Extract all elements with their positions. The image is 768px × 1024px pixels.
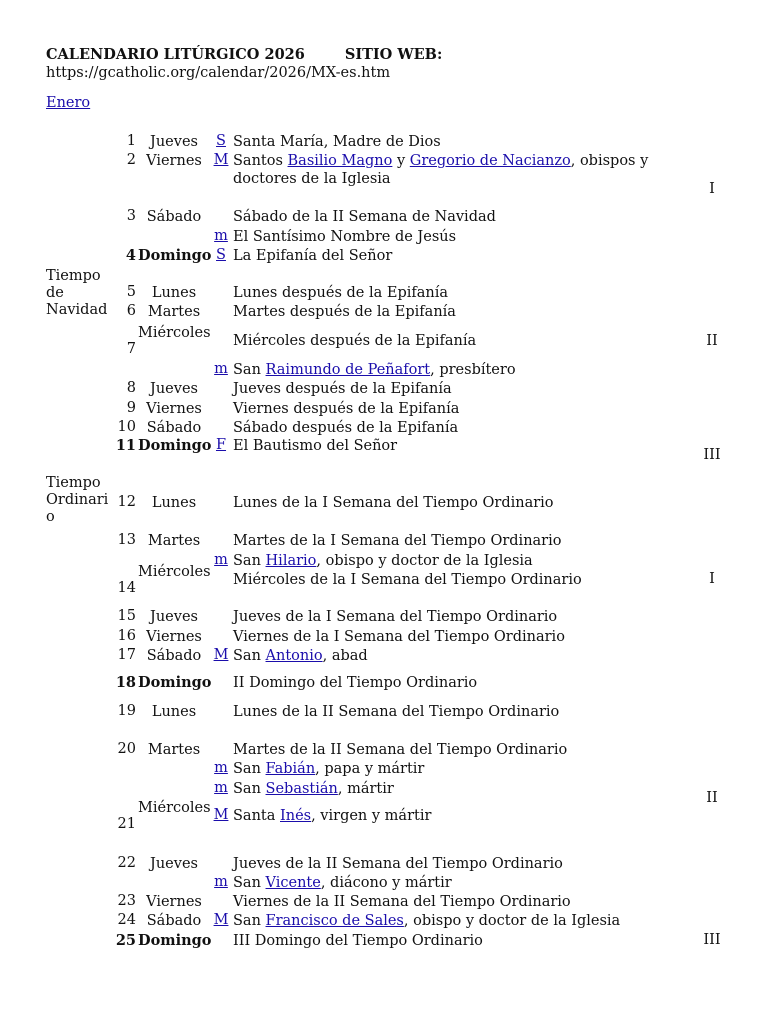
rank-code-link[interactable]: M — [213, 152, 229, 168]
celebration-text: Jueves después de la Epifanía — [233, 381, 452, 397]
season-navidad — [46, 268, 107, 319]
site-url: https://gcatholic.org/calendar/2026/MX-es.htm — [46, 65, 391, 81]
saint-link[interactable]: Hilario — [265, 553, 317, 569]
day-number: 15 — [117, 608, 136, 624]
weekday: Lunes — [151, 285, 197, 301]
weekday: Sábado — [146, 209, 202, 225]
celebration-text: Viernes de la I Semana del Tiempo Ordinario — [233, 629, 565, 645]
celebration — [233, 361, 653, 379]
celebration — [233, 152, 653, 188]
celebration-text: Miércoles de la I Semana del Tiempo Ordinario — [233, 572, 582, 588]
week-marker: III — [703, 447, 721, 463]
celebration — [233, 208, 653, 226]
celebration-text: , diácono y mártir — [320, 875, 452, 891]
celebration-text: El Bautismo del Señor — [233, 438, 398, 454]
celebration — [233, 674, 653, 692]
saint-link[interactable]: Francisco de Sales — [265, 913, 404, 929]
rank-code-link[interactable]: m — [214, 361, 228, 377]
celebration-text: II Domingo del Tiempo Ordinario — [233, 675, 478, 691]
weekday: Miércoles — [138, 800, 211, 816]
day-number: 1 — [126, 133, 136, 149]
celebration-text: Martes de la II Semana del Tiempo Ordinario — [233, 742, 568, 758]
weekday: Domingo — [138, 932, 212, 949]
rank-code-link[interactable]: F — [215, 437, 227, 453]
celebration — [233, 807, 653, 825]
rank-code-link[interactable]: m — [214, 760, 228, 776]
saint-link[interactable]: Inés — [280, 808, 312, 824]
celebration — [233, 133, 653, 151]
saint-link[interactable]: Vicente — [265, 875, 321, 891]
celebration — [233, 703, 653, 721]
celebration-text: Santa María, Madre de Dios — [233, 134, 441, 150]
season-line: o — [46, 509, 55, 525]
day-number: 21 — [117, 816, 136, 832]
rank-code-link[interactable]: M — [213, 647, 229, 663]
celebration-text: San — [233, 781, 266, 797]
season-line: Tiempo — [46, 475, 101, 491]
celebration-text: Lunes de la I Semana del Tiempo Ordinario — [233, 495, 554, 511]
celebration-text: , obispo y doctor de la Iglesia — [403, 913, 621, 929]
celebration — [233, 912, 653, 930]
weekday: Jueves — [150, 856, 198, 872]
rank-code-link[interactable]: m — [214, 874, 228, 890]
day-number: 10 — [117, 419, 136, 435]
day-number: 9 — [126, 400, 136, 416]
day-number: 3 — [126, 208, 136, 224]
celebration-text: III Domingo del Tiempo Ordinario — [233, 933, 483, 949]
celebration — [233, 494, 653, 512]
weekday: Sábado — [146, 648, 202, 664]
rank-code-link[interactable]: S — [216, 247, 226, 263]
weekday: Viernes — [146, 401, 202, 417]
celebration-text: La Epifanía del Señor — [233, 248, 393, 264]
celebration-text: Miércoles después de la Epifanía — [233, 333, 477, 349]
title-text: CALENDARIO LITÚRGICO 2026 — [46, 46, 305, 63]
celebration-text: Santos — [233, 153, 288, 169]
celebration — [233, 571, 653, 589]
day-number: 17 — [117, 647, 136, 663]
day-number: 14 — [117, 580, 136, 596]
weekday: Lunes — [151, 704, 197, 720]
celebration-text: Sábado de la II Semana de Navidad — [233, 209, 496, 225]
weekday: Domingo — [138, 674, 212, 691]
weekday: Miércoles — [138, 325, 211, 341]
celebration-text: San — [233, 553, 266, 569]
celebration-text: Sábado después de la Epifanía — [233, 420, 459, 436]
celebration — [233, 760, 653, 778]
celebration-text: El Santísimo Nombre de Jesús — [233, 229, 457, 245]
saint-link[interactable]: Raimundo de Peñafort — [265, 362, 431, 378]
day-number: 11 — [115, 437, 136, 454]
season-ordinario — [46, 475, 108, 526]
saint-link[interactable]: Antonio — [265, 648, 323, 664]
celebration-text: San — [233, 761, 266, 777]
rank-code-link[interactable]: S — [216, 133, 226, 149]
celebration-text: Lunes de la II Semana del Tiempo Ordinario — [233, 704, 560, 720]
celebration-text: , virgen y mártir — [311, 808, 432, 824]
celebration — [233, 303, 653, 321]
week-marker: I — [709, 571, 715, 587]
weekday: Lunes — [151, 495, 197, 511]
celebration — [233, 874, 653, 892]
season-line: Ordinari — [46, 492, 109, 508]
celebration-text: , papa y mártir — [315, 761, 425, 777]
celebration-text: San — [233, 648, 266, 664]
celebration — [233, 780, 653, 798]
season-line: Navidad — [46, 302, 108, 318]
day-number: 6 — [126, 303, 136, 319]
celebration — [233, 608, 653, 626]
rank-code-link[interactable]: M — [213, 912, 229, 928]
weekday: Domingo — [138, 437, 212, 454]
season-line: Tiempo — [46, 268, 101, 284]
celebration-text: , obispo y doctor de la Iglesia — [316, 553, 533, 569]
day-number: 5 — [126, 284, 136, 300]
celebration — [233, 437, 653, 455]
day-number: 23 — [117, 893, 136, 909]
celebration — [233, 247, 653, 265]
celebration — [233, 532, 653, 550]
day-number: 7 — [126, 341, 136, 357]
celebration — [233, 380, 653, 398]
rank-code-link[interactable]: m — [214, 780, 228, 796]
day-number: 12 — [117, 494, 136, 510]
celebration-text: San — [233, 913, 266, 929]
weekday: Martes — [147, 533, 201, 549]
month-link-enero[interactable]: Enero — [46, 95, 91, 111]
site-label: SITIO WEB: — [344, 46, 443, 63]
celebration-text: Viernes después de la Epifanía — [233, 401, 460, 417]
day-number: 19 — [117, 703, 136, 719]
weekday: Miércoles — [138, 564, 211, 580]
rank-code-link[interactable]: M — [213, 807, 229, 823]
day-number: 2 — [126, 152, 136, 168]
celebration — [233, 855, 653, 873]
celebration-text: , mártir — [337, 781, 394, 797]
celebration — [233, 647, 653, 665]
celebration-text: Viernes de la II Semana del Tiempo Ordinario — [233, 894, 571, 910]
day-number: 13 — [117, 532, 136, 548]
day-number: 16 — [117, 628, 136, 644]
weekday: Jueves — [150, 381, 198, 397]
weekday: Jueves — [150, 609, 198, 625]
day-number: 25 — [115, 932, 136, 949]
celebration-text: Martes después de la Epifanía — [233, 304, 456, 320]
saint-link[interactable]: Gregorio de Nacianzo — [409, 153, 571, 169]
week-marker: II — [706, 333, 718, 349]
weekday: Sábado — [146, 420, 202, 436]
celebration-text: Santa — [233, 808, 280, 824]
week-marker: III — [703, 932, 721, 948]
celebration — [233, 552, 653, 570]
weekday: Martes — [147, 742, 201, 758]
weekday: Jueves — [150, 134, 198, 150]
weekday: Viernes — [146, 629, 202, 645]
day-number: 24 — [117, 912, 136, 928]
weekday: Martes — [147, 304, 201, 320]
celebration-text: , obispos y doctores de la Iglesia — [233, 153, 649, 187]
celebration — [233, 741, 653, 759]
celebration-text: San — [233, 362, 266, 378]
week-marker: II — [706, 790, 718, 806]
rank-code-link[interactable]: m — [214, 228, 228, 244]
saint-link[interactable]: Fabián — [265, 761, 316, 777]
calendar-title — [46, 46, 442, 63]
saint-link[interactable]: Sebastián — [265, 781, 338, 797]
saint-link[interactable]: Basilio Magno — [287, 153, 393, 169]
day-number: 8 — [126, 380, 136, 396]
week-marker: I — [709, 181, 715, 197]
day-number: 22 — [117, 855, 136, 871]
celebration-text: San — [233, 875, 266, 891]
celebration-text: Jueves de la II Semana del Tiempo Ordinario — [233, 856, 563, 872]
celebration-text: Jueves de la I Semana del Tiempo Ordinario — [233, 609, 558, 625]
celebration — [233, 332, 653, 350]
weekday: Viernes — [146, 153, 202, 169]
season-line: de — [46, 285, 64, 301]
celebration-text: Martes de la I Semana del Tiempo Ordinario — [233, 533, 562, 549]
celebration — [233, 628, 653, 646]
weekday: Viernes — [146, 894, 202, 910]
celebration-text: , presbítero — [430, 362, 516, 378]
rank-code-link[interactable]: m — [214, 552, 228, 568]
celebration — [233, 284, 653, 302]
celebration-text: y — [392, 153, 410, 169]
weekday: Sábado — [146, 913, 202, 929]
celebration — [233, 400, 653, 418]
day-number: 18 — [115, 674, 136, 691]
day-number: 20 — [117, 741, 136, 757]
celebration — [233, 932, 653, 950]
celebration — [233, 228, 653, 246]
celebration — [233, 419, 653, 437]
celebration — [233, 893, 653, 911]
weekday: Domingo — [138, 247, 212, 264]
day-number: 4 — [125, 247, 136, 264]
celebration-text: Lunes después de la Epifanía — [233, 285, 448, 301]
celebration-text: , abad — [322, 648, 368, 664]
